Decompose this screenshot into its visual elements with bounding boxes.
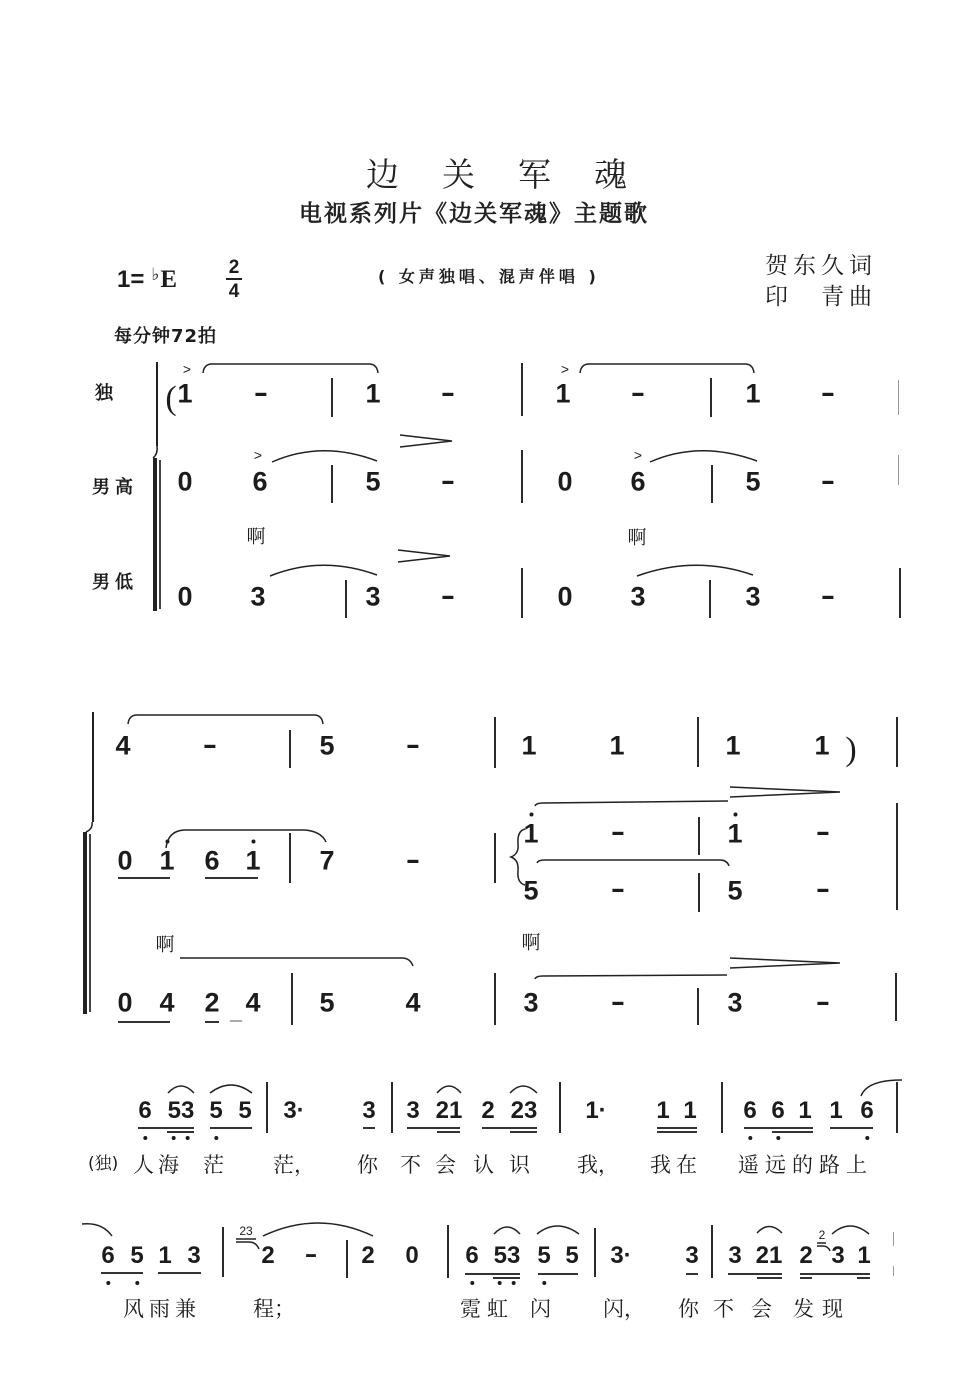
note: 3· <box>610 1242 632 1269</box>
note-low-octave: 6 <box>743 1097 757 1124</box>
lyric: 茫， <box>273 1153 315 1177</box>
note: 4 <box>245 987 261 1018</box>
lyric: 啊 <box>155 933 175 956</box>
note: 3 <box>745 581 761 612</box>
bar-line <box>698 873 700 912</box>
bar-line <box>494 833 496 883</box>
accent-mark: > <box>633 447 643 463</box>
slur <box>128 715 323 724</box>
beam-underline <box>657 1127 697 1129</box>
note: 1 <box>857 1242 871 1269</box>
note: 3 <box>630 581 646 612</box>
bar-line <box>345 580 347 618</box>
bar-line <box>896 1082 898 1133</box>
lyric: 人海 <box>133 1153 183 1177</box>
note: 4 <box>159 987 175 1018</box>
note: 5 <box>727 875 743 906</box>
beam-underline <box>657 1131 697 1133</box>
note: 1 <box>725 730 741 761</box>
flat-icon: ♭ <box>151 265 160 285</box>
choir-bracket <box>153 458 157 611</box>
slur <box>637 565 753 576</box>
song-title: 边关军魂 <box>366 155 670 194</box>
beam-underline <box>118 877 170 879</box>
bar-line <box>521 450 523 503</box>
note-low-octave: 6 <box>771 1097 785 1124</box>
lyric: 不会 <box>713 1297 789 1321</box>
note: 3 <box>362 1097 376 1124</box>
bar-line <box>291 973 293 1025</box>
beam-underline <box>158 1272 201 1274</box>
note-extension: - <box>304 1241 318 1268</box>
tie <box>535 975 727 979</box>
bar-line <box>222 1227 224 1277</box>
bar-line <box>331 378 333 417</box>
bar-line <box>709 580 711 618</box>
grace-notes: 23 <box>239 1224 253 1238</box>
note-extension: - <box>405 844 421 875</box>
bar-line <box>721 1082 723 1133</box>
note-extension: - <box>440 580 456 611</box>
bar-line <box>447 1225 449 1278</box>
note: 5 <box>523 875 539 906</box>
time-signature-line <box>226 278 242 280</box>
bar-line <box>594 1228 596 1277</box>
slur <box>650 451 757 462</box>
bar-line <box>895 973 897 1021</box>
accent-mark: > <box>253 447 263 463</box>
lyricist-credit: 贺东久词 <box>765 253 877 279</box>
beam-underline <box>363 1127 375 1129</box>
bar-line <box>697 988 699 1025</box>
decrescendo-hairpin <box>730 787 840 797</box>
note-low-octave: 5 <box>209 1097 223 1124</box>
beam-underline <box>437 1131 460 1133</box>
bar-line <box>289 730 291 768</box>
bar-line <box>521 363 523 416</box>
note-low-octave: 5 <box>537 1242 551 1269</box>
lyric: 我在 <box>650 1153 702 1177</box>
note-extension: - <box>253 377 269 408</box>
bar-line <box>893 1232 894 1246</box>
note: 3 <box>365 581 381 612</box>
slur <box>210 1085 252 1093</box>
note: 2 <box>361 1242 375 1269</box>
bar-line <box>559 1082 561 1133</box>
beam-underline <box>465 1273 520 1275</box>
beam-underline <box>101 1272 143 1274</box>
note-high-octave: 1 <box>159 845 175 876</box>
bar-line <box>893 1266 894 1276</box>
tie <box>535 801 728 806</box>
note: 3 <box>187 1242 201 1269</box>
bar-line <box>331 465 333 503</box>
note-extension: - <box>610 873 626 904</box>
lyric: 不会 <box>400 1153 470 1177</box>
note: 0 <box>117 845 133 876</box>
note-low-octave: 6 <box>138 1097 152 1124</box>
lyric: 你 <box>357 1153 378 1177</box>
note: 1 <box>814 730 830 761</box>
note: 3 <box>831 1242 845 1269</box>
bar-line <box>896 717 898 767</box>
beam-underline <box>205 1021 219 1023</box>
note-high-octave: 1 <box>523 818 539 849</box>
note: 2 <box>261 1242 275 1269</box>
brace-join <box>153 446 157 458</box>
note: 2 <box>204 987 220 1018</box>
note: 0 <box>557 581 573 612</box>
note: 0 <box>177 581 193 612</box>
bar-line <box>898 380 899 415</box>
key-note: E <box>160 266 178 293</box>
decrescendo-hairpin <box>730 958 840 968</box>
note-extension: - <box>440 377 456 408</box>
note-low-octave: 6 <box>101 1242 115 1269</box>
note: 1 <box>745 378 761 409</box>
beam-underline <box>493 1277 520 1279</box>
note-high-octave: 1 <box>245 845 261 876</box>
note: 3 <box>523 987 539 1018</box>
lyric: 啊 <box>246 525 266 548</box>
beam-underline <box>230 1020 242 1022</box>
slur <box>510 1086 537 1093</box>
slur <box>437 1086 461 1093</box>
brace-join <box>86 822 92 832</box>
note: 3· <box>283 1097 305 1124</box>
time-signature <box>226 258 242 301</box>
bar-line <box>494 973 496 1025</box>
bar-line <box>289 833 291 883</box>
lyric: 啊 <box>627 526 647 549</box>
note-extension: - <box>815 816 831 847</box>
note-extension: - <box>815 873 831 904</box>
beam-underline <box>772 1131 813 1133</box>
note: 1 <box>829 1097 843 1124</box>
grace-note-hook <box>817 1243 830 1251</box>
accent-mark: > <box>182 361 192 377</box>
note: 0 <box>177 466 193 497</box>
note-extension: - <box>820 377 836 408</box>
lyric: 茫 <box>203 1153 224 1177</box>
note: 2 <box>799 1242 813 1269</box>
note: 6 <box>252 466 268 497</box>
lyric: (独) <box>88 1154 119 1174</box>
note: 3 <box>250 581 266 612</box>
slur <box>203 364 378 373</box>
note: 1 <box>365 378 381 409</box>
note: 1 <box>683 1097 697 1124</box>
note: 21 <box>435 1097 463 1124</box>
note-extension: - <box>202 729 218 760</box>
slur <box>272 451 377 462</box>
note: 1 <box>177 378 193 409</box>
note: 3 <box>685 1242 699 1269</box>
bar-line <box>698 817 700 855</box>
bar-line <box>697 717 699 767</box>
note-low-octave: 53 <box>493 1242 521 1269</box>
note-extension: - <box>815 986 831 1017</box>
beam-underline <box>744 1127 813 1129</box>
note: 3 <box>406 1097 420 1124</box>
slur <box>832 1226 869 1234</box>
note: 3 <box>728 1242 742 1269</box>
note: 1 <box>521 730 537 761</box>
bar-line <box>710 378 712 417</box>
slur <box>82 1224 112 1236</box>
lyric: 风雨兼 <box>123 1297 201 1321</box>
note: 2 <box>481 1097 495 1124</box>
composer-credit: 印 青曲 <box>765 284 877 310</box>
lyric: 闪 <box>530 1297 551 1321</box>
close-parenthesis: ) <box>845 731 857 768</box>
note: 1 <box>555 378 571 409</box>
solo-staff-line <box>92 712 94 822</box>
beam-underline <box>757 1277 782 1279</box>
accent-mark: > <box>560 361 570 377</box>
part-label-bass: 男低 <box>92 572 138 593</box>
grace-note: 2 <box>818 1228 826 1242</box>
note: 4 <box>115 730 131 761</box>
lyric: 霓虹 <box>460 1297 514 1321</box>
grace-note-hook <box>236 1239 259 1249</box>
beam-underline <box>800 1277 812 1279</box>
beam-underline <box>482 1127 537 1129</box>
slur <box>580 364 754 373</box>
note: 0 <box>405 1242 419 1269</box>
beam-underline <box>167 1131 194 1133</box>
beam-underline <box>686 1273 698 1275</box>
bar-line <box>898 455 899 485</box>
note: 0 <box>557 466 573 497</box>
beam-underline <box>830 1127 873 1129</box>
beam-underline <box>407 1127 460 1129</box>
choir-bracket <box>83 832 87 1014</box>
song-subtitle: 电视系列片《边关军魂》主题歌 <box>299 201 649 227</box>
note: 4 <box>405 987 421 1018</box>
note-extension: - <box>610 816 626 847</box>
note-extension: - <box>405 729 421 760</box>
note: 1 <box>609 730 625 761</box>
lyric: 遥远的路上 <box>738 1153 873 1177</box>
slur <box>757 1227 782 1234</box>
note: 1 <box>656 1097 670 1124</box>
note: 3 <box>727 987 743 1018</box>
note: 5 <box>365 466 381 497</box>
note: 6 <box>630 466 646 497</box>
open-parenthesis: ( <box>165 380 177 417</box>
slur <box>180 958 413 966</box>
note: 21 <box>755 1242 783 1269</box>
beam-underline <box>118 1021 170 1023</box>
note-high-octave: 1 <box>727 818 743 849</box>
beam-underline <box>510 1131 537 1133</box>
bar-line <box>711 1225 713 1278</box>
beam-underline <box>800 1273 870 1275</box>
bar-line <box>494 717 496 768</box>
note: 5 <box>745 466 761 497</box>
note: 5 <box>319 987 335 1018</box>
tempo-marking: 每分钟72拍 <box>114 326 218 347</box>
time-signature-denominator: 4 <box>228 281 240 302</box>
beam-underline <box>538 1273 578 1275</box>
performance-note: ( 女声独唱、混声伴唱 ) <box>378 267 600 286</box>
key-signature <box>117 267 177 292</box>
note: 5 <box>238 1097 252 1124</box>
bar-line <box>899 568 901 618</box>
note: 7 <box>319 845 335 876</box>
slur <box>168 1086 194 1093</box>
note: 1 <box>158 1242 172 1269</box>
beam-underline <box>210 1127 252 1129</box>
lyric: 发现 <box>793 1297 851 1321</box>
note-extension: - <box>820 580 836 611</box>
solo-staff-line <box>156 362 158 446</box>
note: 5 <box>565 1242 579 1269</box>
note-extension: - <box>820 465 836 496</box>
note: 5 <box>319 730 335 761</box>
note-low-octave: 6 <box>465 1242 479 1269</box>
lyric: 程； <box>253 1297 295 1321</box>
bar-line <box>391 1082 393 1133</box>
note-extension: - <box>630 377 646 408</box>
bar-line <box>266 1082 268 1133</box>
beam-underline <box>728 1273 782 1275</box>
slur <box>537 1226 579 1234</box>
note: 1 <box>798 1097 812 1124</box>
note: 6 <box>204 845 220 876</box>
part-label-solo: 独 <box>95 383 118 404</box>
note-extension: - <box>440 465 456 496</box>
note: 23 <box>510 1097 538 1124</box>
lyric: 认识 <box>473 1153 545 1177</box>
note-low-octave: 53 <box>167 1097 195 1124</box>
time-signature-numerator: 2 <box>228 257 240 278</box>
bar-line <box>521 568 523 618</box>
bar-line <box>346 1240 348 1278</box>
note: 0 <box>117 987 133 1018</box>
note: 1· <box>585 1097 607 1124</box>
lyric: 闪， <box>603 1297 645 1321</box>
tie <box>263 1223 373 1236</box>
part-label-tenor: 男高 <box>92 477 138 498</box>
key-prefix: 1= <box>117 266 145 293</box>
beam-underline <box>205 877 258 879</box>
lyric: 啊 <box>521 931 541 954</box>
bar-line <box>896 803 898 910</box>
slur <box>494 1227 520 1234</box>
decrescendo-hairpin <box>400 435 452 447</box>
note-low-octave: 6 <box>860 1097 874 1124</box>
lyric: 我， <box>577 1153 619 1177</box>
lyric: 你 <box>678 1297 699 1321</box>
decrescendo-hairpin <box>398 550 450 562</box>
beam-underline <box>138 1127 194 1129</box>
slur <box>270 565 377 576</box>
tie <box>537 860 729 866</box>
beam-underline <box>857 1277 870 1279</box>
note-extension: - <box>610 986 626 1017</box>
bar-line <box>711 465 713 503</box>
note-low-octave: 5 <box>130 1242 144 1269</box>
